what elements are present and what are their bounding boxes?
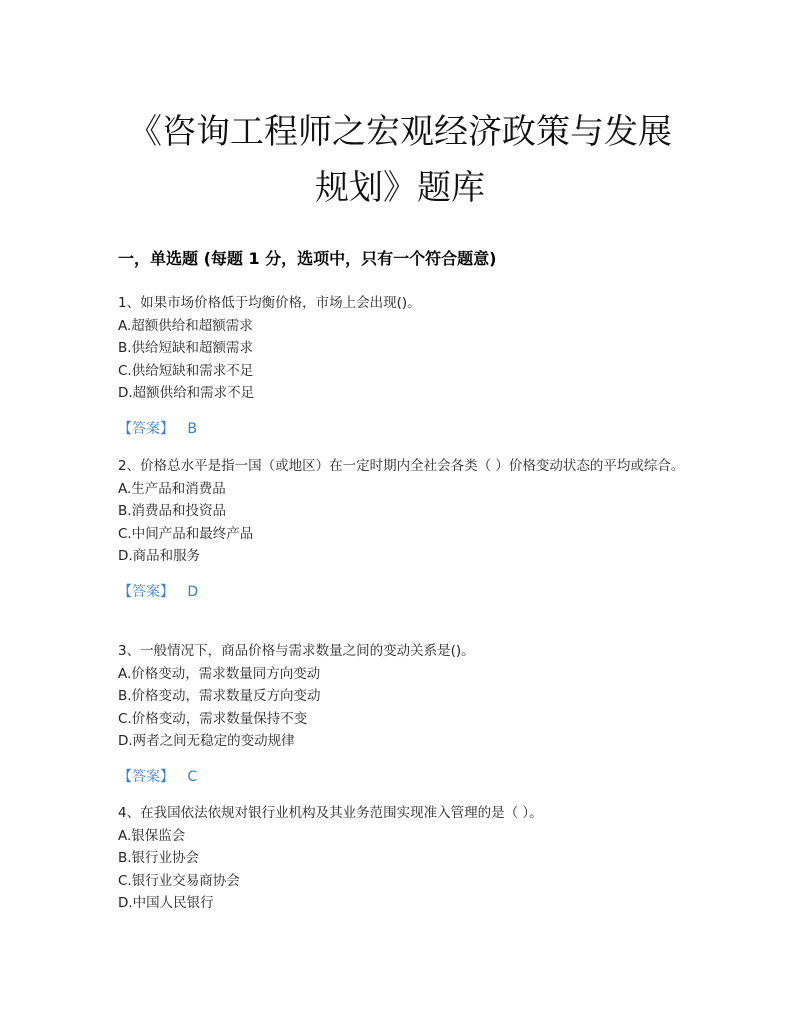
answer-value: C (187, 768, 198, 785)
answer-value: D (187, 583, 199, 600)
answer-label: 【答案】 (118, 420, 174, 437)
question-3 (118, 640, 688, 788)
answer-value: B (187, 420, 197, 437)
question-2 (118, 455, 688, 603)
answer-line (118, 766, 688, 788)
option-a: A.银保监会 (118, 827, 186, 844)
question-stem: 4、在我国依法依规对银行业机构及其业务范围实现准入管理的是（ ）。 (118, 805, 543, 821)
question-stem: 3、一般情况下，商品价格与需求数量之间的变动关系是()。 (118, 643, 475, 659)
answer-label: 【答案】 (118, 768, 174, 785)
option-d: D.商品和服务 (118, 548, 201, 564)
option-d: D.超额供给和需求不足 (118, 385, 255, 401)
question-stem: 1、如果市场价格低于均衡价格，市场上会出现()。 (118, 295, 421, 311)
answer-label: 【答案】 (118, 583, 174, 600)
document-title (100, 104, 700, 216)
option-c: C.中间产品和最终产品 (118, 525, 254, 542)
option-a: A.超额供给和超额需求 (118, 317, 253, 334)
answer-line (118, 418, 688, 440)
document-title-line-2: 规划》题库 (315, 168, 485, 208)
question-4 (118, 802, 688, 915)
option-a: A.价格变动，需求数量同方向变动 (118, 665, 321, 682)
option-b: B.银行业协会 (118, 850, 200, 866)
option-c: C.价格变动，需求数量保持不变 (118, 710, 308, 727)
section-heading: 一，单选题 (每题 1 分，选项中，只有一个符合题意) (118, 249, 497, 268)
question-stem: 2、价格总水平是指一国（或地区）在一定时期内全社会各类（ ）价格变动状态的平均或综合。 (118, 458, 685, 474)
option-d: D.两者之间无稳定的变动规律 (118, 733, 295, 749)
option-d: D.中国人民银行 (118, 895, 214, 911)
option-b: B.价格变动，需求数量反方向变动 (118, 688, 321, 704)
option-b: B.消费品和投资品 (118, 503, 227, 519)
answer-line (118, 581, 688, 603)
option-c: C.银行业交易商协会 (118, 872, 240, 889)
option-a: A.生产品和消费品 (118, 480, 226, 497)
option-b: B.供给短缺和超额需求 (118, 340, 254, 356)
option-c: C.供给短缺和需求不足 (118, 362, 254, 379)
question-1 (118, 292, 688, 440)
document-title-line-1: 《咨询工程师之宏观经济政策与发展 (128, 112, 672, 152)
